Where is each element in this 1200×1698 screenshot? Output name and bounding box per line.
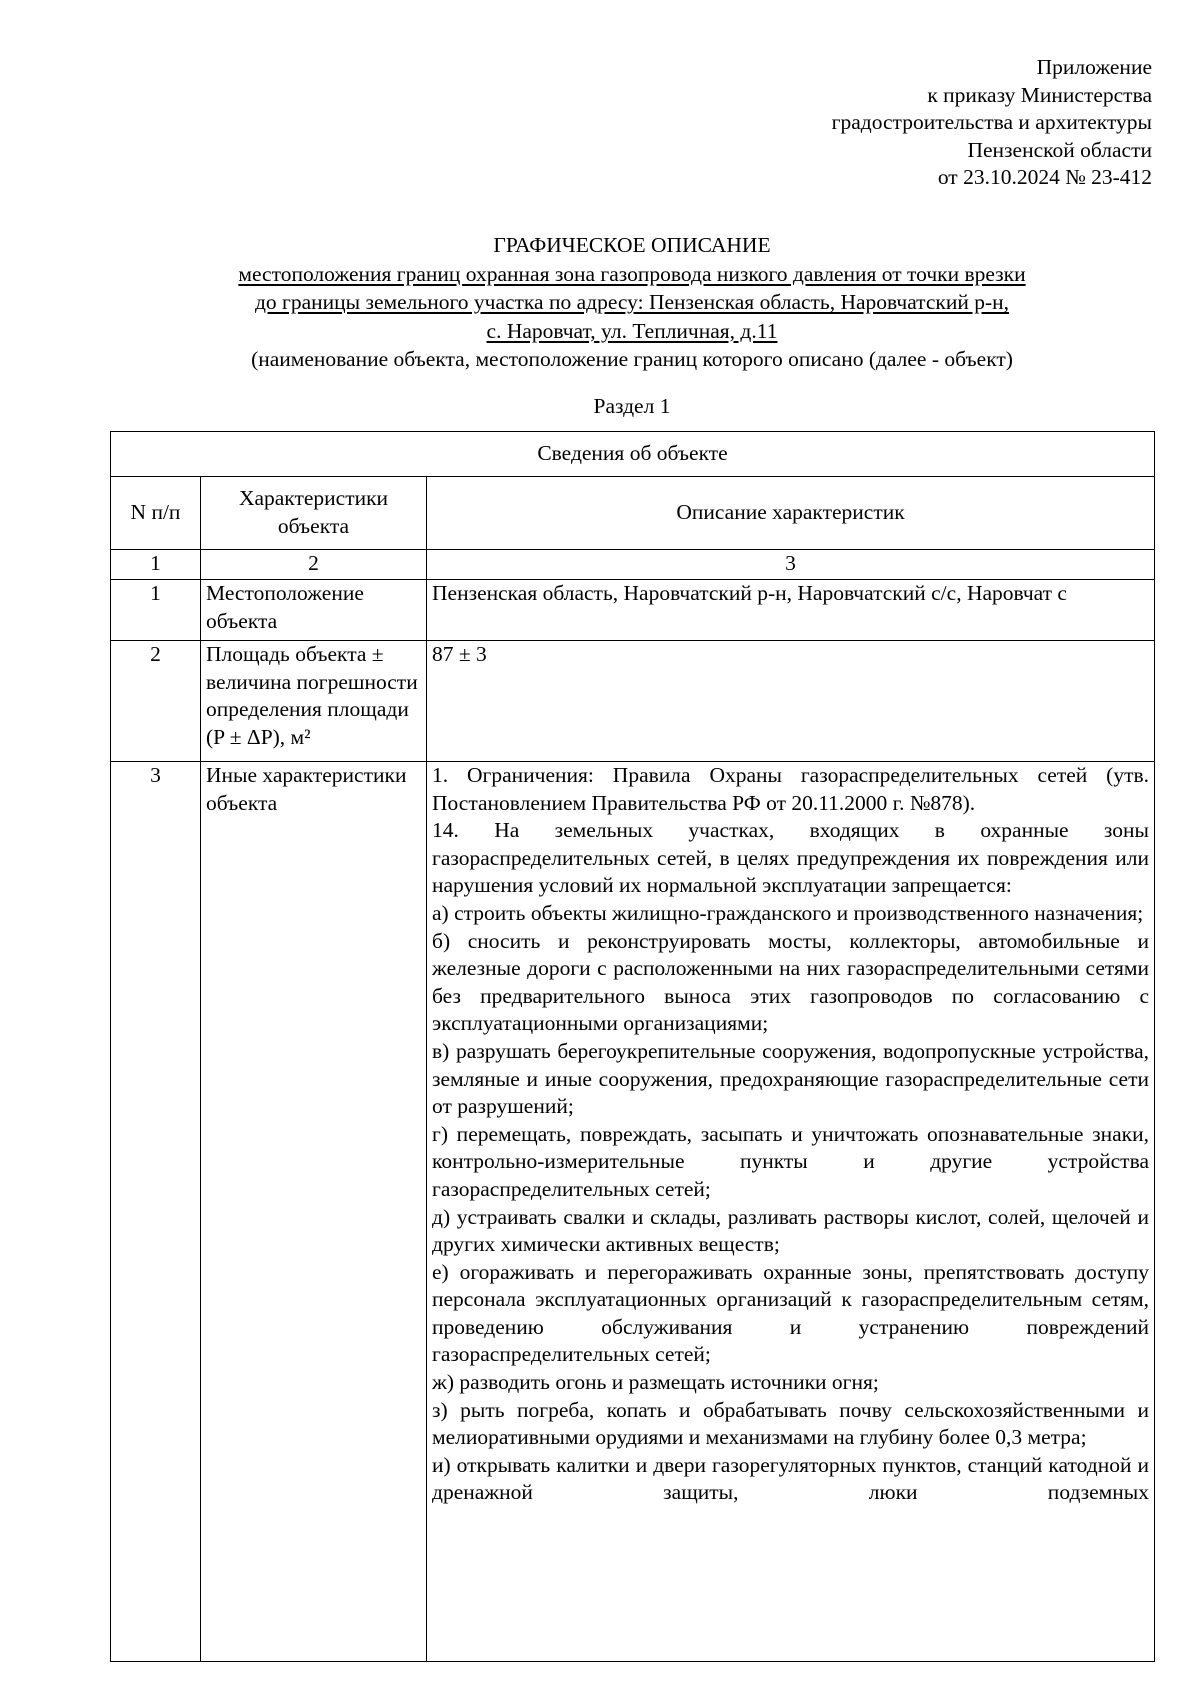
restriction-paragraph: д) устраивать свалки и склады, разливать растворы кислот, солей, щелочей и других химически активных веществ;	[432, 1204, 1149, 1257]
restriction-paragraph: и) открывать калитки и двери газорегуляторных пунктов, станций катодной и дренажной защиты, люки подземных	[432, 1452, 1149, 1505]
object-name-line: местоположения границ охранная зона газопровода низкого давления от точки врезки	[238, 261, 1026, 286]
appendix-header	[652, 54, 1152, 192]
appendix-line: от 23.10.2024 № 23-412	[937, 165, 1152, 189]
restriction-paragraph: 14. На земельных участках, входящих в охранные зоны газораспределительных сетей, в целях предупреждения их повреждения или нарушения условий их нормальной эксплуатации запрещается:	[432, 818, 1149, 898]
column-header: Описание характеристик	[427, 477, 1155, 550]
column-number: 2	[201, 550, 427, 580]
table-row	[111, 762, 1155, 1662]
table-header-row	[111, 477, 1155, 550]
column-number: 1	[111, 550, 201, 580]
object-info-table	[110, 431, 1155, 1662]
restriction-paragraph: а) строить объекты жилищно-гражданского и производственного назначения;	[432, 900, 1144, 925]
row-number: 2	[111, 641, 201, 762]
table-caption: Сведения об объекте	[111, 432, 1155, 477]
row-description	[427, 762, 1155, 1662]
restriction-paragraph: з) рыть погреба, копать и обрабатывать почву сельскохозяйственными и мелиоративными орудиями и механизмами на глубину более 0,3 метра;	[432, 1397, 1149, 1450]
object-name-caption: (наименование объекта, местоположение границ которого описано (далее - объект)	[251, 347, 1013, 371]
restriction-paragraph: е) огораживать и перегораживать охранные зоны, препятствовать доступу персонала эксплуатационных организаций к газораспределительным сетям, проведению обслуживания и устранению повреждений газораспределительных сетей;	[432, 1259, 1149, 1367]
restriction-paragraph: в) разрушать берегоукрепительные сооружения, водопропускные устройства, земляные и иные сооружения, предохраняющие газораспределительные сети от разрушений;	[432, 1038, 1149, 1119]
row-characteristic: Местоположение объекта	[201, 580, 427, 641]
row-description: 87 ± 3	[427, 641, 1155, 762]
restriction-paragraph: б) сносить и реконструировать мосты, коллекторы, автомобильные и железные дороги с расположенными на них газораспределительными сетями без предварительного выноса этих газопроводов по согласованию с эксплуатационными организациями;	[432, 928, 1149, 1036]
appendix-line: Приложение	[1036, 55, 1152, 79]
restriction-paragraph: 1. Ограничения: Правила Охраны газораспределительных сетей (утв. Постановлением Правительства РФ от 20.11.2000 г. №878).	[432, 763, 1149, 815]
row-number: 1	[111, 580, 201, 641]
column-number: 3	[427, 550, 1155, 580]
column-number-row	[111, 550, 1155, 580]
row-number: 3	[111, 762, 201, 1662]
column-header: N п/п	[111, 477, 201, 550]
row-description: Пензенская область, Наровчатский р-н, Наровчатский с/с, Наровчат с	[427, 580, 1155, 641]
row-characteristic: Иные характеристики объекта	[201, 762, 427, 1662]
document-title-block	[110, 231, 1154, 374]
object-name-line: до границы земельного участка по адресу: Пензенская область, Наровчатский р-н,	[254, 290, 1010, 314]
table-row	[111, 580, 1155, 641]
restriction-paragraph: ж) разводить огонь и размещать источники огня;	[432, 1370, 879, 1395]
table-caption-row	[111, 432, 1155, 477]
object-name-line: с. Наровчат, ул. Тепличная, д.11	[486, 318, 778, 343]
column-header: Характеристики объекта	[201, 477, 427, 550]
appendix-line: Пензенской области	[967, 137, 1152, 162]
table-row	[111, 641, 1155, 762]
document-heading: ГРАФИЧЕСКОЕ ОПИСАНИЕ	[493, 233, 771, 257]
appendix-line: к приказу Министерства	[927, 82, 1152, 107]
section-title: Раздел 1	[593, 394, 671, 418]
appendix-line: градостроительства и архитектуры	[831, 110, 1152, 134]
row-characteristic: Площадь объекта ± величина погрешности определения площади (P ± ΔP), м²	[201, 641, 427, 762]
restriction-paragraph: г) перемещать, повреждать, засыпать и уничтожать опознавательные знаки, контрольно-измерительные пункты и другие устройства газораспределительных сетей;	[432, 1121, 1149, 1201]
